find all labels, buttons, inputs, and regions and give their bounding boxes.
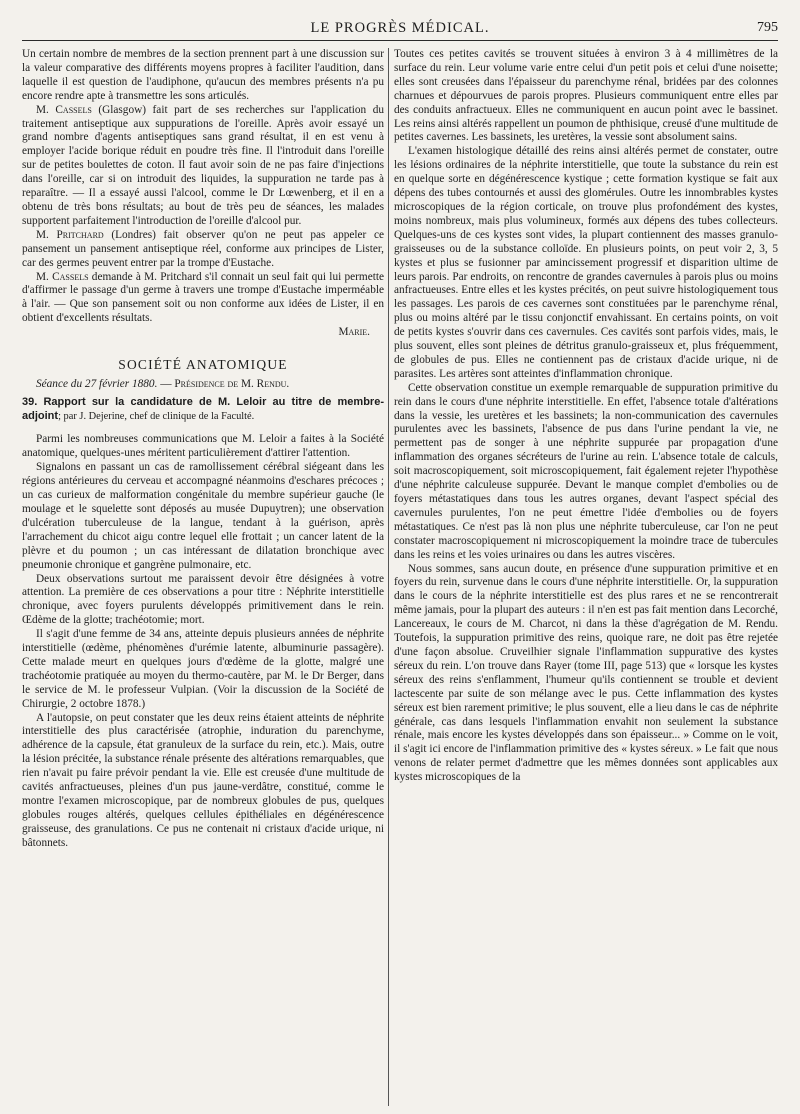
paragraph: Signalons en passant un cas de ramollissement cérébral siégeant dans les régions antérieures du cerveau et accompagné néanmoins d'eschares précoces ; un cas curieux de malformation congénitale du membre supérieur gauche (le moulage et le squelette sont déposés au musée Dupuytren); une observation d'ulcération tuberculeuse de la langue, tendant à la guérison, après l'arrachement du chicot aigu contre lequel elle frottait ; un cancer latent de la plèvre et du poumon ; un cas intéressant de dilatation bronchique avec pneumonie chronique et gangrène pulmonaire, etc.: [22, 461, 384, 571]
paragraph: [22, 104, 384, 229]
right-column: [394, 48, 778, 1108]
session-line: [22, 378, 384, 392]
report-heading: [22, 396, 384, 424]
report-title: 39. Rapport sur la candidature de M. Leloir au titre de membre-adjoint: [22, 395, 384, 422]
paragraph: Parmi les nombreuses communications que M. Leloir a faites à la Société anatomique, quelques-unes méritent particulièrement d'attirer l'attention.: [22, 433, 384, 460]
signature: [22, 326, 384, 340]
paragraph-text: (Londres) fait observer qu'on ne peut pas appeler ce pansement un pansement antiseptique réel, conforme aux principes de Lister, car des germes peuvent entrer par la trompe d'Eustache.: [22, 228, 384, 269]
paragraph: Cette observation constitue un exemple remarquable de suppuration primitive du rein dans le cours d'une néphrite interstitielle. En effet, l'absence totale d'altérations dans la vessie, les uretères et les bassinets; la non-communication des cavernules purulentes avec les bassinets, l'absence de pus dans l'urine pendant la vie, ne permettent pas de songer à une néphrite suppurée par propagation d'une inflammation des organes sécréteurs de l'urine au rein. L'absence totale de calculs, soit macroscopiquement, soit microscopiquement, fait également rejeter l'hypothèse d'une néphrite calculeuse suppurée. Devant le manque complet d'embolies ou de foyers métastatiques dans tous les autres organes, devant l'aspect spécial des cavernules purulentes, l'on ne peut émettre l'idée d'embolies ou de foyers métastatiques. Ce n'est pas là non plus une néphrite tuberculeuse, car l'on ne peut constater macroscopiquement ni microscopiquement la moindre trace de tubercules dans les reins et les voies urinaires ou dans les autres viscères.: [394, 381, 778, 561]
paragraph: Deux observations surtout me paraissent devoir être désignées à votre attention. La première de ces observations a pour titre : Néphrite interstitielle chronique, avec foyers purulents développés primitivement dans le rein. Œdème de la glotte; trachéotomie; mort.: [22, 572, 384, 627]
paragraph: L'examen histologique détaillé des reins ainsi altérés permet de constater, outre les lésions ordinaires de la néphrite interstitielle, que toute la substance du rein est en quelque sorte en dégénérescence kystique ; cette formation kystique se fait aux dépens des tubes contournés et aussi des glomérules. Outre les innombrables kystes microscopiques de la région corticale, on trouve plus profondément des kystes, moins nombreux, mais plus volumineux, formés aux dépens des tubes collecteurs. Quelques-uns de ces kystes sont vides, la plupart contiennent des masses granulo-graisseuses ou de la substance colloïde. En plusieurs points, on peut voir 2, 3, 5 kystes et plus se fusionner par amincissement progressif et disparition ultime de leurs parois. Par endroits, on rencontre de grandes cavernules à parois plus ou moins anfractueuses. Entre elles et les kystes précités, on peut suivre histologiquement tous les passages. Les parois de ces cavernes sont constituées par le parenchyme rénal, plus ou moins altéré par le tissu conjonctif envahissant. En certains points, on voit de petits kystes s'ouvrir dans ces cavernules. Ces cavités sont parfois vides, mais, le plus souvent, elles sont pleines de détritus granulo-graisseux et, plus fréquemment, de globules de pus. Elles ne contiennent pas de cristaux d'acide urique, ni de parasites. Les artères sont atteintes d'inflammation chronique.: [394, 145, 778, 380]
paragraph: Toutes ces petites cavités se trouvent situées à environ 3 à 4 millimètres de la surface du rein. Leur volume varie entre celui d'un petit pois et celui d'une noisette; elles sont creusées dans l'épaisseur du parenchyme rénal, bridées par des colonnes charnues et dépourvues de parois propres. Plusieurs communiquent entre elles par des conduits anfractueux. Elles ne communiquent en aucun point avec le bassinet. Les reins ainsi altérés rappellent un poumon de phthisique, creusé d'une multitude de petites cavernes. Les bassinets, les uretères, la vessie sont absolument sains.: [394, 48, 778, 144]
paragraph: [22, 271, 384, 327]
paragraph: Il s'agit d'une femme de 34 ans, atteinte depuis plusieurs années de néphrite interstitielle (œdème, phénomènes d'urémie latente, albuminurie passagère). Cette malade meurt en quelques jours d'œdème de la glotte, malgré une trachéotomie pratiquée au moyen du thermo-cautère, par M. le Dr Berger, dans le service de M. le professeur Vulpian. (Voir la discussion de la Société de Chirurgie, 2 octobre 1878.): [22, 628, 384, 710]
paragraph-text: demande à M. Pritchard s'il connait un seul fait qui lui permette d'affirmer le passage d'un germe à travers une trompe d'Eustache imperméable à l'air. — Que son pansement soit ou non conforme aux idées de Lister, il en obtient d'excellents résultats.: [22, 270, 384, 325]
report-author: ; par J. Dejerine, chef de clinique de la Faculté.: [58, 410, 255, 422]
paragraph: [22, 229, 384, 271]
session-presidency: — Présidence de M. Rendu.: [157, 377, 290, 390]
signature-text: Marie.: [338, 326, 370, 339]
page-number: 795: [757, 20, 778, 35]
paragraph-text: (Glasgow) fait part de ses recherches sur l'application du traitement antiseptique aux suppurations de l'oreille. Après avoir essayé un grand nombre d'agents antiseptiques sans grand résultat, il en est venu à employer l'acide borique réduit en poudre très fine. Il l'introduit dans l'oreille sur de petites boulettes de coton. Il faut avoir soin de ne pas faire d'injections dans l'oreille, car si on introduit des liquides, la suppuration ne tarde pas à reparaître. — Il a essayé aussi l'alcool, comme le Dr Lœwenberg, et il en a obtenu de très bons résultats; au bout de très peu de séances, les malades supportent parfaitement l'introduction de l'oreille d'alcool pur.: [22, 103, 384, 227]
speaker-name: M. Cassels: [36, 103, 92, 116]
running-header: [22, 18, 778, 41]
speaker-name: M. Cassels: [36, 270, 89, 283]
session-date: Séance du 27 février 1880.: [36, 377, 158, 390]
journal-title: LE PROGRÈS MÉDICAL.: [310, 20, 490, 36]
paragraph: Nous sommes, sans aucun doute, en présence d'une suppuration primitive et en foyers du rein, survenue dans le cours d'une néphrite interstitielle. Or, la suppuration dans le cours de la néphrite interstitielle est des plus rares et ne se rencontrerait même jamais, pour la plupart des auteurs : il n'en est pas fait mention dans Lecorché, Lancereaux, le cours de M. Charcot, ni dans la thèse d'agrégation de M. Rendu. Toutefois, la suppuration primitive des reins, quoique rare, ne doit pas être rejetée d'une façon absolue. Cruveilhier signale l'inflammation suppurative des kystes séreux du rein. L'on trouve dans Rayer (tome III, page 513) que « lorsque les kystes séreux des reins s'enflamment, l'humeur qu'ils contiennent se trouble et devient lactescente par suite de son mélange avec le pus. Cette inflammation des kystes séreux est bien rarement primitive; le plus souvent, elle a lieu dans le cas de néphrite générale, cas dans lesquels l'inflammation envahit non seulement la substance rénale, mais encore les kystes développés dans son épaisseur... » Comme on le voit, il s'agit ici encore de l'inflammation primitive des « kystes séreux. » Le fait que nous venons de relater permet d'admettre que les mêmes données sont applicables aux kystes microscopiques de la: [394, 562, 778, 784]
left-column: [22, 48, 384, 1108]
paragraph: Un certain nombre de membres de la section prennent part à une discussion sur la valeur comparative des différents moyens propres à faciliter l'audition, dans laquelle il est question de l'audiphone, qu'aucun des membres présents n'a pu encore rendre apte à transmettre les sons articulés.: [22, 48, 384, 102]
paragraph: A l'autopsie, on peut constater que les deux reins étaient atteints de néphrite interstitielle des plus caractérisée (atrophie, induration du parenchyme, adhérence de la capsule, état granuleux de la surface du rein, etc.). Mais, outre la lésion précitée, la substance rénale présente des altérations remarquables, que rien n'avait pu faire prévoir pendant la vie. Elle est creusée d'une multitude de cavités anfractueuses, pleines d'un pus jaune-verdâtre, constitué, comme le montre l'examen microscopique, par de nombreux globules de pus, quelques globules rouges altérés, quelques cellules épithéliales en dégénérescence graisseuse, des granulations. Ce pus ne contenait ni cristaux d'acide urique, ni bâtonnets.: [22, 711, 384, 849]
column-divider: [388, 48, 389, 1106]
section-title: SOCIÉTÉ ANATOMIQUE: [118, 357, 288, 373]
speaker-name: M. Pritchard: [36, 228, 104, 241]
